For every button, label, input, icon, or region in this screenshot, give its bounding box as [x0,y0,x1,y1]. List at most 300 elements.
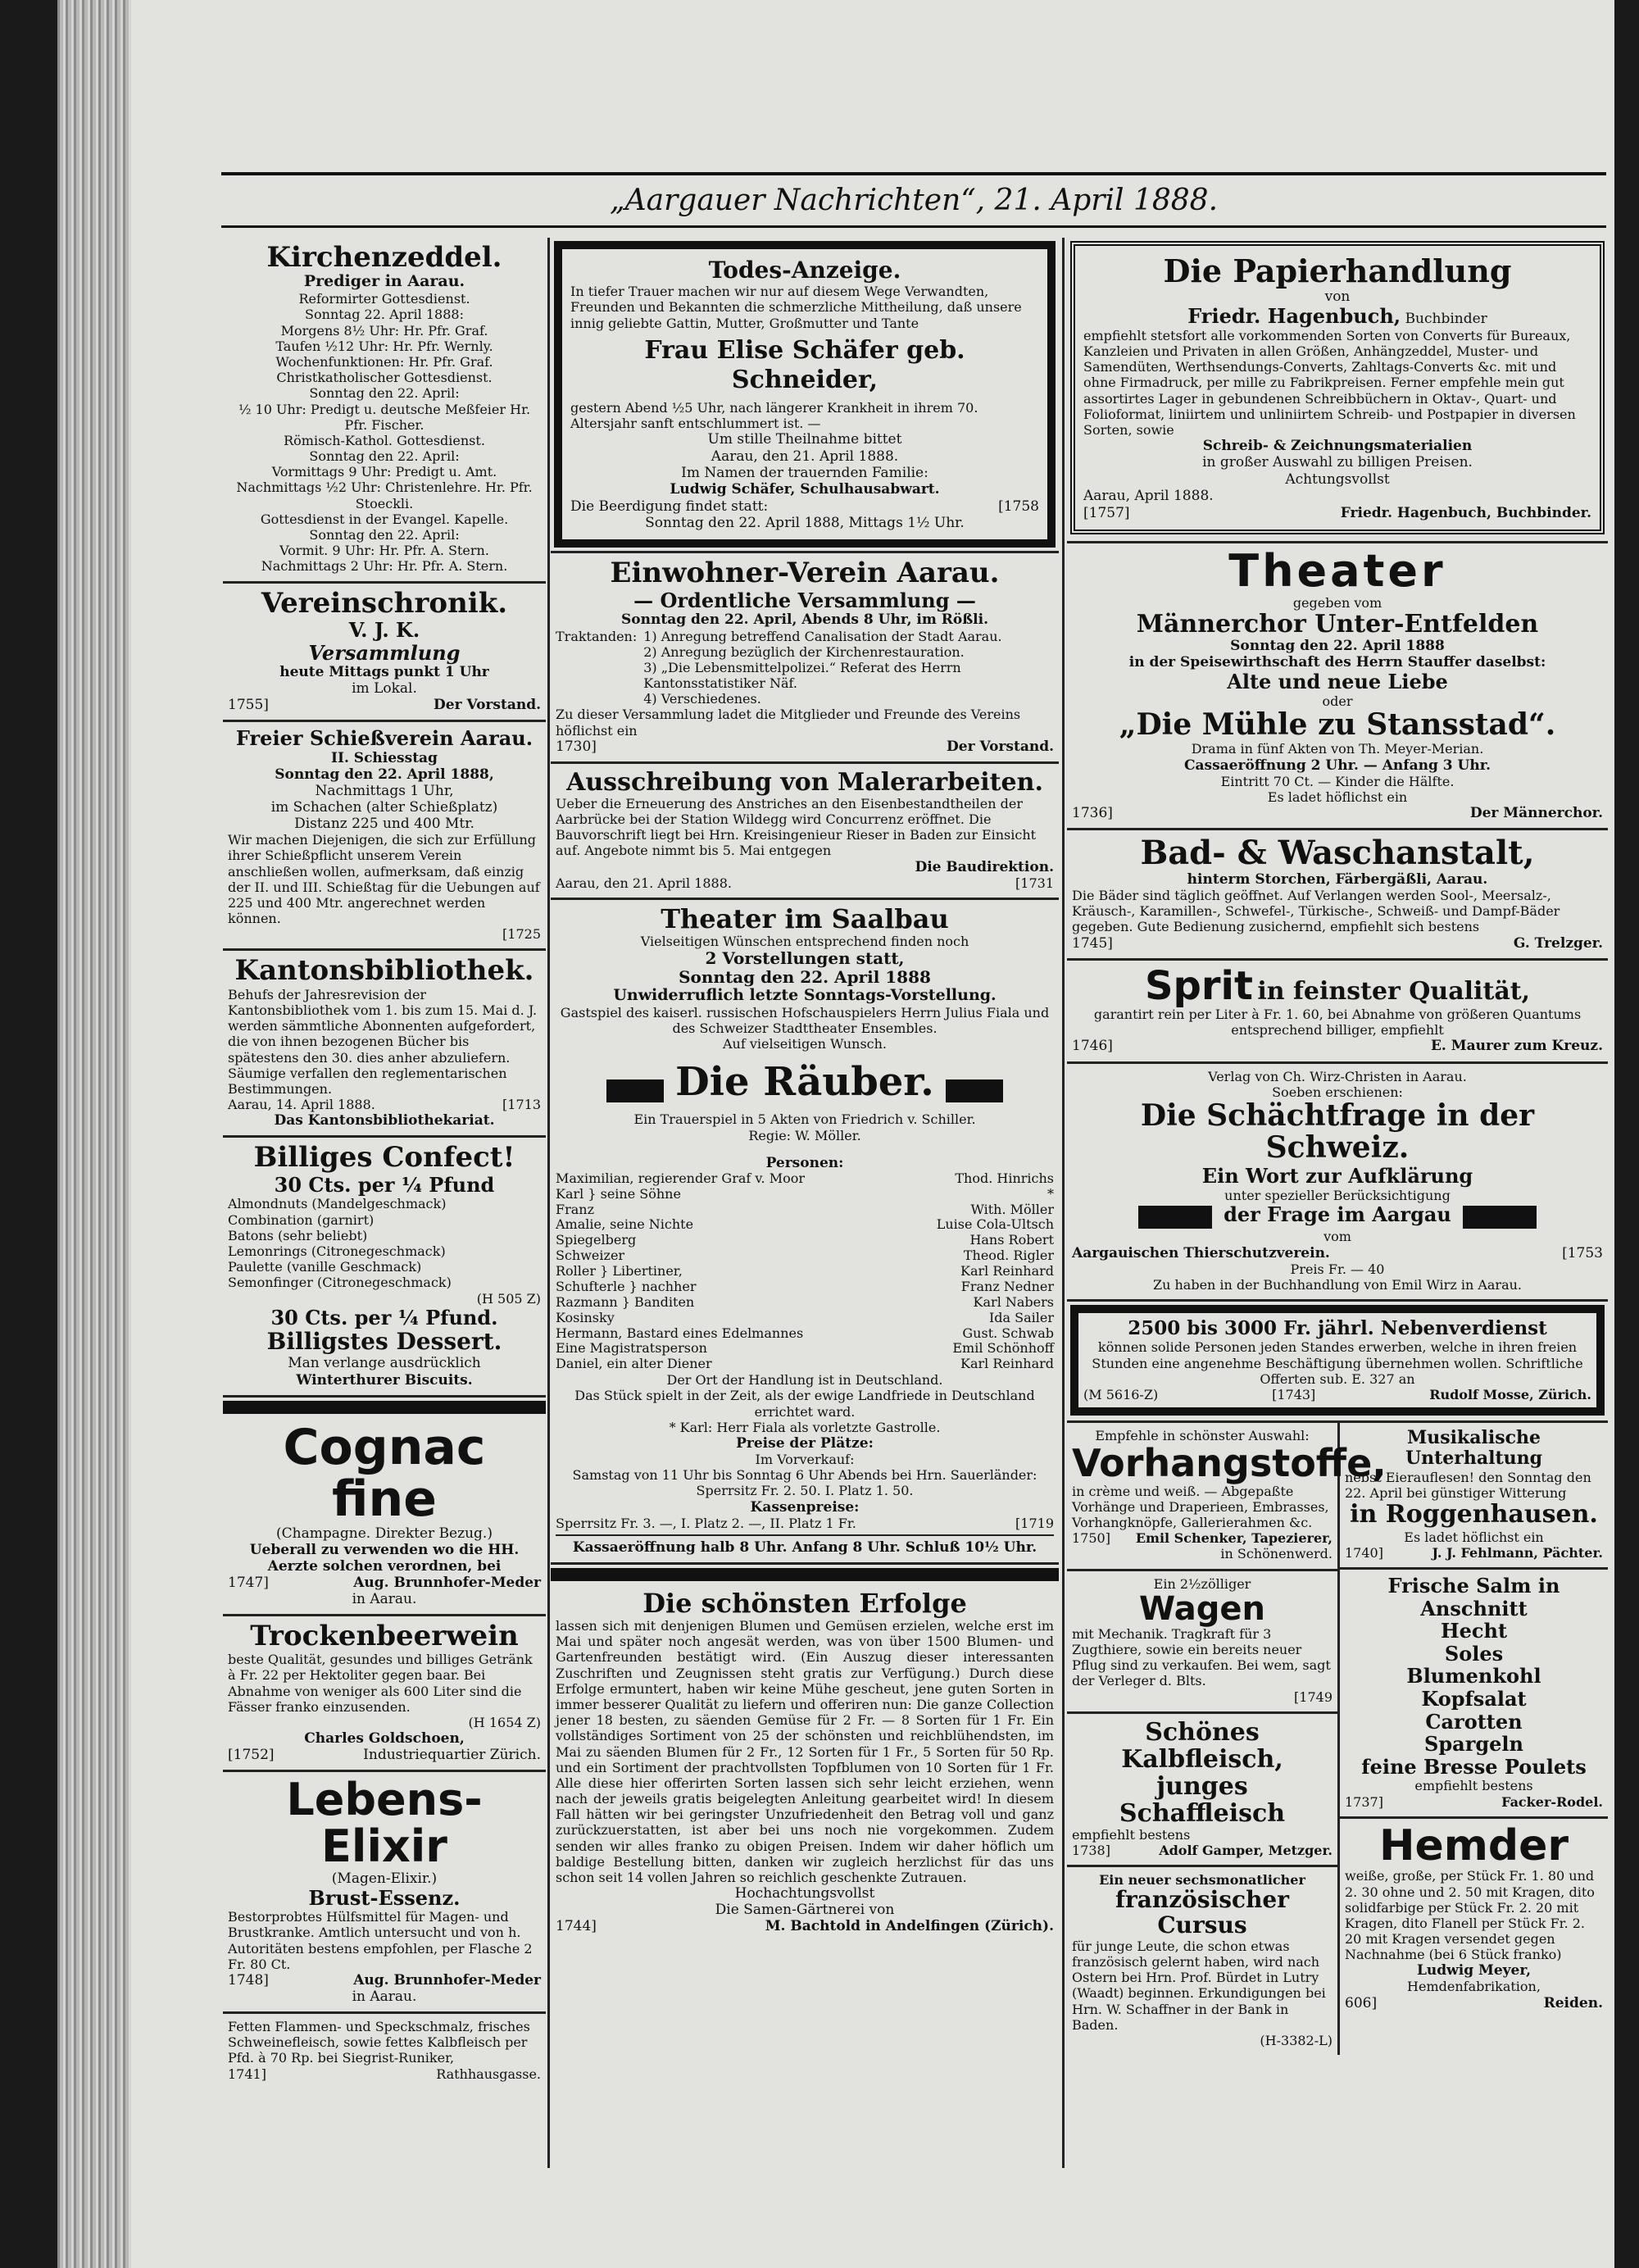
elixir-body: Bestorprobtes Hülfsmittel für Magen- und Brustkranke. Amtlich untersucht und von h. Autoritäten bestens empfohlen, per Flasche 2 Fr. 80 Ct. [228,1909,533,1972]
salm-items-item: Hecht [1440,1619,1508,1643]
ad-papierhandlung [1070,241,1605,534]
papier-name2: Buchbinder [1405,311,1487,328]
cast-role: Schweizer [556,1248,625,1264]
schacht-l5: der Frage im Aargau [1224,1202,1451,1226]
schiess-title: Freier Schießverein Aarau. [235,726,533,751]
kirchen-lines-item: Taufen ½12 Uhr: Hr. Pfr. Wernly. [275,338,493,354]
elixir-sig: Aug. Brunnhofer-Meder [353,1972,541,1988]
theater-l1: Vielseitigen Wünschen entsprechend finden noch [640,934,969,950]
confect-items [228,1196,541,1290]
theater-pr: Preise der Plätze: [736,1434,874,1452]
confect-l2: Man verlange ausdrücklich [288,1355,481,1372]
sprit-sig: E. Maurer zum Kreuz. [1430,1038,1603,1055]
ad-sprit [1067,961,1608,1064]
bad-num: 1745] [1072,934,1113,952]
salm-title: Frische Salm in Anschnitt [1387,1574,1560,1620]
split-row-1 [1067,1420,1608,2055]
cast-role: Daniel, ein alter Diener [556,1356,712,1372]
theater-play: Die Räuber. [675,1058,934,1105]
einw-items [643,629,1054,707]
kirchen-lines-item: Gottesdienst in der Evangel. Kapelle. [260,511,509,527]
column-1 [223,238,546,2172]
cast-list [556,1171,1054,1372]
ad-theater-saalbau [551,900,1059,1565]
vorhang-sig2: in Schönenwerd. [1220,1546,1333,1562]
maler-date: Aarau, den 21. April 1888. [556,875,732,891]
kantons-date: Aarau, 14. April 1888. [228,1097,375,1113]
kantons-body: Behufs der Jahresrevision der Kantonsbibliothek vom 1. bis zum 15. Mai d. J. werden sämmtliche Abonnenten aufgefordert, die von ihnen bezogenen Bücher bis spätestens den 30. dies anher abzuliefern. Säumige verfallen den reglementarischen Bestimmungen. [228,986,538,1097]
todes-body2: gestern Abend ½5 Uhr, nach längerer Krankheit in ihrem 70. Altersjahr sanft entschlummert ist. — [570,399,978,431]
cast-row [556,1357,1054,1372]
confect-items-item: Lemonrings (Citronegeschmack) [228,1243,446,1259]
fleisch-num: 1741] [228,2066,266,2082]
cast-actor: Karl Reinhard [960,1356,1054,1372]
cast-role: Amalie, seine Nichte [556,1216,694,1233]
trocken-num: [1752] [228,1747,275,1764]
kirchen-lines-item: Sonntag den 22. April: [309,448,460,465]
top-rule [221,172,1606,175]
cast-role: Eine Magistratsperson [556,1340,707,1357]
confect-price2: 30 Cts. per ¼ Pfund. [270,1305,498,1329]
ad-kalbfleisch [1067,1714,1337,1867]
salm-sig: Facker-Rodel. [1501,1793,1603,1810]
kirchen-title: Kirchenzeddel. [266,241,502,274]
cast-actor: Karl Reinhard [960,1263,1054,1279]
confect-title: Billiges Confect! [253,1141,515,1175]
salm-l1: empfiehlt bestens [1414,1778,1533,1794]
cast-actor: Hans Robert [969,1232,1054,1248]
todes-body: In tiefer Trauer machen wir nur auf diesem Wege Verwandten, Freunden und Bekannten die schmerzliche Mittheilung, daß unsere innig geliebte Gattin, Mutter, Großmutter und Tante [570,284,1022,331]
bad-body: Die Bäder sind täglich geöffnet. Auf Verlangen werden Sool-, Meersalz-, Kräusch-, Karamillen-, Schwefel-, Türkische-, Schweiß- und Dampf-Bäder gegeben. Gute Bedienung zusichernd, empfiehlt sich bestens [1072,888,1560,935]
theater-l4: Unwiderruflich letzte Sonntags-Vorstellung. [613,986,997,1005]
cast-actor: Emil Schönhoff [952,1340,1054,1357]
divider-bar-2 [551,1568,1059,1581]
kirchen-lines-item: Nachmittags 2 Uhr: Hr. Pfr. A. Stern. [261,558,508,575]
einw-num: 1730] [556,738,597,755]
erfolge-l2: Die Samen-Gärtnerei von [715,1902,895,1919]
erfolge-sig: M. Bachtold in Andelfingen (Zürich). [765,1918,1054,1935]
cast-row [556,1233,1054,1248]
ad-vereinschronik [223,584,546,723]
einw-items-item: 4) Verschiedenes. [643,691,761,707]
theater-l15: Sperrsitz Fr. 3. —, I. Platz 2. —, II. Platz 1 Fr. [556,1515,856,1531]
theater-l6: Auf vielseitigen Wunsch. [722,1036,888,1052]
elixir-sub2: Brust-Essenz. [308,1885,461,1910]
theater3-l6: oder [1322,693,1353,709]
ad-kantonsbibliothek [223,951,546,1138]
confect-items-item: Combination (garnirt) [228,1211,375,1228]
cursus-l1: Ein neuer sechsmonatlicher [1099,1872,1305,1888]
ad-nebenverdienst [1070,1305,1605,1416]
hemder-sig: Ludwig Meyer, [1416,1962,1532,1979]
bar-left [1138,1206,1212,1229]
einw-sig: Der Vorstand. [947,738,1054,755]
ad-bad-waschanstalt [1067,830,1608,961]
bad-l1: hinterm Storchen, Färbergäßli, Aarau. [1187,871,1488,889]
split-right [1340,1423,1608,2055]
wagen-num: [1749 [1294,1689,1333,1705]
kantons-sig: Das Kantonsbibliothekariat. [274,1112,495,1129]
theater3-l8: Cassaeröffnung 2 Uhr. — Anfang 3 Uhr. [1183,757,1491,774]
sprit-body: garantirt rein per Liter à Fr. 1. 60, bei Abnahme von größeren Quantums entsprechend billiger, empfiehlt [1093,1007,1582,1039]
column-2 [551,238,1059,2172]
vers: Versammlung [308,640,461,665]
column-rule-2 [1062,238,1065,2168]
ad-schiessverein [223,722,546,951]
cognac-sig: Aug. Brunnhofer-Meder [353,1574,541,1591]
cognac-title: Cognac fine [283,1418,486,1528]
trocken-code: (H 1654 Z) [468,1714,541,1730]
cast-actor: * [1047,1185,1054,1202]
confect-items-item: Paulette (vanille Geschmack) [228,1259,422,1275]
elixir-num: 1748] [228,1972,269,1988]
papier-sig: Friedr. Hagenbuch, Buchbinder. [1340,504,1591,521]
theater3-l2: Männerchor Unter-Entfelden [1136,609,1539,639]
todes-num: [1758 [998,498,1039,515]
neben-num: [1743] [1272,1386,1316,1402]
erfolge-title: Die schönsten Erfolge [642,1587,967,1619]
vereins-l1: heute Mittags punkt 1 Uhr [279,664,489,681]
maler-body: Ueber die Erneuerung des Anstriches an den Eisenbestandtheilen der Aarbrücke bei der Station Wildegg wird Concurrenz eröffnet. Die Bauvorschrift liegt bei Hrn. Kreisingenieur Rieser in Baden zur Einsicht auf. Angebote nimmt bis 5. Mai entgegen [556,795,1037,859]
elixir-sig2: in Aarau. [352,1988,417,2006]
todes-name: Frau Elise Schäfer geb. Schneider, [644,335,965,394]
cast-row [556,1264,1054,1279]
ornament-right [946,1079,1003,1102]
neben-sig: Rudolf Mosse, Zürich. [1429,1386,1591,1402]
wagen-body: mit Mechanik. Tragkraft für 3 Zugthiere, sowie ein bereits neuer Pflug sind zu verkaufen. Bei wem, sagt der Verleger d. Blts. [1072,1625,1331,1689]
kirchen-lines-item: ½ 10 Uhr: Predigt u. deutsche Meßfeier Hr. Pfr. Fischer. [238,401,531,433]
ad-theater-entfelden [1067,541,1608,830]
kalb-num: 1738] [1072,1842,1110,1858]
cast-row [556,1248,1054,1264]
cast-actor: Ida Sailer [988,1309,1054,1325]
ad-confect [223,1138,546,1397]
hemder-sig2: Hemdenfabrikation, [1407,1979,1541,1995]
todes-l4: Die Beerdigung findet statt: [570,498,769,515]
cast-role: Spiegelberg [556,1232,637,1248]
column-rule-1 [547,238,550,2168]
cast-actor: Theod. Rigler [963,1248,1054,1264]
einw-title: Einwohner-Verein Aarau. [610,557,1000,590]
cast-actor: Karl Nabers [973,1293,1054,1310]
maler-title: Ausschreibung von Malerarbeiten. [566,767,1043,797]
bar-right [1463,1206,1537,1229]
musik-sig: J. J. Fehlmann, Pächter. [1432,1544,1603,1561]
theater3-play: „Die Mühle zu Stansstad“. [1119,707,1556,742]
ad-schweinefleisch [223,2014,546,2088]
ad-kirchenzeddel [223,238,546,584]
theater-l8: Regie: W. Möller. [748,1127,861,1143]
maler-sig: Die Baudirektion. [915,858,1054,875]
schacht-l9: Zu haben in der Buchhandlung von Emil Wirz in Aarau. [1152,1276,1523,1293]
schiess-num: [1725 [502,926,541,943]
divider-bar [223,1401,546,1414]
todes-l5: Sonntag den 22. April 1888, Mittags 1½ Uhr. [645,515,965,532]
kalb-sig: Adolf Gamper, Metzger. [1159,1842,1333,1858]
ad-salm [1340,1570,1608,1819]
salm-items [1345,1620,1603,1778]
schiess-l4: im Schachen (alter Schießplatz) [270,799,498,816]
kirchen-lines-item: Nachmittags ½2 Uhr: Christenlehre. Hr. Pfr. Stoeckli. [236,480,533,511]
theater3-title: Theater [1228,545,1446,598]
salm-items-item: Carotten [1425,1709,1523,1734]
cursus-body: für junge Leute, die schon etwas französisch gelernt haben, wird nach Ostern bei Hrn. Prof. Bürdet in Lutry (Waadt) beginnen. Erkundigungen bei Hrn. W. Schaffner in der Bank in Baden. [1072,1938,1326,2033]
neben-code: (M 5616-Z) [1083,1386,1159,1402]
ad-schoensten-erfolge [551,1584,1059,1942]
fleisch-body: Fetten Flammen- und Speckschmalz, frisches Schweinefleisch, sowie fettes Kalbfleisch per Pfd. à 70 Rp. bei Siegrist-Runiker, [228,2019,530,2066]
kantons-num: [1713 [502,1097,541,1113]
musik-title: Musikalische Unterhaltung [1405,1427,1543,1470]
erfolge-num: 1744] [556,1918,597,1935]
salm-items-item: Blumenkohl [1406,1664,1541,1689]
ad-lebens-elixir [223,1772,546,2014]
einw-sub: — Ordentliche Versammlung — [633,588,976,612]
bad-sig: G. Trelzger. [1513,934,1603,952]
ad-musik-unterhaltung [1340,1423,1608,1570]
trocken-title: Trockenbeerwein [250,1619,519,1652]
kalb-title2: junges Schaffleisch [1119,1771,1286,1828]
ornament-left [606,1079,664,1102]
theater3-l10: Es ladet höflichst ein [1267,789,1408,805]
theater-title: Theater im Saalbau [661,902,949,934]
trocken-sig: Charles Goldschoen, [304,1730,465,1748]
cast-role: Maximilian, regierender Graf v. Moor [556,1170,805,1186]
schiess-l2: Sonntag den 22. April 1888, [275,766,494,783]
cast-row [556,1326,1054,1342]
papier-date: Aarau, April 1888. [1083,488,1214,505]
cast-row [556,1295,1054,1311]
theater3-l5: Alte und neue Liebe [1227,670,1448,694]
kirchen-lines-item: Sonntag den 22. April: [309,385,460,402]
kirchen-lines-item: Morgens 8½ Uhr: Hr. Pfr. Graf. [280,322,488,339]
schacht-l7: Aargauischen Thierschutzverein. [1072,1244,1330,1261]
theater-l2: 2 Vorstellungen statt, [705,948,905,969]
ad-schaechtfrage [1067,1064,1608,1302]
papier-body: empfiehlt stetsfort alle vorkommenden Sorten von Converts für Bureaux, Kanzleien und Privaten in allen Größen, Anhängzeddel, Muster- und Samendüten, Werthsendungs-Converts, Zahltags-Converts &c. mit und ohne Firmadruck, per mille zu Fabrikpreisen. Ferner empfehle mein gut assortirtes Lager in gebundenen Schreibbüchern in Oktav-, Quart- und Folioformat, liniirtem und unliniirtem Schreib- und Postpapier in diversen Sorten, sowie [1083,327,1576,438]
todes-l1: Um stille Theilnahme bittet [707,431,902,448]
cursus-code: (H-3382-L) [1260,2032,1333,2048]
cast-row [556,1341,1054,1357]
header-rule [221,225,1606,228]
confect-l3: Winterthurer Biscuits. [296,1371,473,1389]
confect-items-item: Almondnuts (Mandelgeschmack) [228,1196,447,1212]
kirchen-lines-item: Wochenfunktionen: Hr. Pfr. Graf. [275,353,493,370]
musik-l1: Es ladet höflichst ein [1404,1529,1544,1545]
bad-title: Bad- & Waschanstalt, [1140,834,1535,873]
theater3-l4: in der Speisewirthschaft des Herrn Stauffer daselbst: [1128,653,1546,670]
maler-num: [1731 [1015,875,1054,891]
schacht-title: Die Schächtfrage in der Schweiz. [1140,1098,1535,1166]
vorhang-num: 1750] [1072,1530,1110,1547]
elixir-title: Lebens-Elixir [286,1774,483,1872]
schiess-body: Wir machen Diejenigen, die sich zur Erfüllung ihrer Schießpflicht unserem Verein anschließen wollen, aufmerksam, daß einzig der II. und III. Schießtag für die Uebungen auf 225 und 400 Mtr. angerechnet werden können. [228,832,540,927]
neben-title: 2500 bis 3000 Fr. jährl. Nebenverdienst [1128,1316,1547,1339]
kantons-title: Kantonsbibliothek. [234,954,534,988]
theater-l10: Das Stück spielt in der Zeit, als der ewige Landfriede in Deutschland errichtet ward. [574,1388,1035,1420]
schacht-l3: Ein Wort zur Aufklärung [1201,1164,1473,1189]
ad-trockenbeerwein [223,1616,546,1772]
sprit-title: Sprit [1144,962,1253,1009]
confect-items-item: Batons (sehr beliebt) [228,1227,368,1243]
kalb-title: Schönes Kalbfleisch, [1121,1717,1283,1774]
fleisch-sig: Rathhausgasse. [436,2066,541,2082]
todes-l2: Aarau, den 21. April 1888. [711,448,899,465]
cast-row [556,1217,1054,1233]
theater3-l3: Sonntag den 22. April 1888 [1230,637,1445,654]
einw-items-item: 1) Anregung betreffend Canalisation der Stadt Aarau. [643,628,1002,644]
cast-role: Franz [556,1201,595,1217]
papier-von: von [1324,288,1351,305]
theater3-l7: Drama in fünf Akten von Th. Meyer-Merian. [1191,741,1484,757]
vereins-num: 1755] [228,697,269,714]
confect-code: (H 505 Z) [476,1290,541,1307]
kirchen-lines-item: Vormittags 9 Uhr: Predigt u. Amt. [271,464,497,480]
vereins-title: Vereinschronik. [261,586,508,620]
papier-l3: Achtungsvollst [1285,470,1390,488]
todes-sig: Ludwig Schäfer, Schulhausabwart. [670,481,940,498]
cast-row [556,1311,1054,1326]
theater3-sig: Der Männerchor. [1469,805,1603,821]
salm-num: 1737] [1345,1793,1383,1810]
cast-actor: Luise Cola-Ultsch [936,1216,1054,1233]
trocken-body: beste Qualität, gesundes und billiges Getränk à Fr. 22 per Hektoliter gegen baar. Bei Abnahme von weniger als 600 Liter sind die Fässer franko einzusenden. [228,1652,533,1715]
hemder-sig3: Reiden. [1543,1994,1603,2011]
ad-todes-anzeige [554,241,1056,548]
cast-role: Schufterle } nachher [556,1278,697,1294]
theater-l5: Gastspiel des kaiserl. russischen Hofschauspielers Herrn Julius Fiala und des Schweizer Stadttheater Ensembles. [560,1005,1050,1037]
kirchen-sub: Prediger in Aarau. [303,272,465,291]
kirchen-lines-item: Reformirter Gottesdienst. [298,291,470,307]
ad-cognac [223,1417,546,1616]
vorhang-sig: Emil Schenker, Tapezierer, [1135,1530,1333,1547]
schiess-l3: Nachmittags 1 Uhr, [315,783,454,800]
schacht-l2: Soeben erschienen: [1272,1084,1403,1100]
cursus-title: französischer Cursus [1115,1886,1289,1939]
neben-body: können solide Personen jeden Standes erwerben, welche in ihren freien Stunden eine angenehme Beschäftigung übernehmen wollen. Schriftliche Offerten sub. E. 327 an [1092,1339,1583,1387]
salm-items-item: Spargeln [1424,1732,1523,1757]
vorhang-title: Vorhangstoffe, [1072,1441,1387,1486]
theater-l12: Im Vorverkauf: [755,1452,855,1468]
erfolge-l1: Hochachtungsvollst [734,1885,875,1902]
schacht-l6: vom [1323,1229,1351,1245]
theater3-l1: gegeben vom [1292,594,1382,611]
confect-l1: Billigstes Dessert. [266,1328,502,1356]
kirchen-lines-item: Christkatholischer Gottesdienst. [276,370,493,386]
theater3-l9: Eintritt 70 Ct. — Kinder die Hälfte. [1220,773,1455,789]
cast-role: Roller } Libertiner, [556,1263,683,1279]
elixir-sub: (Magen-Elixir.) [331,1870,438,1887]
papier-l2: in großer Auswahl zu billigen Preisen. [1202,454,1473,471]
hemder-num: 606] [1345,1994,1378,2011]
vereins-sig: Der Vorstand. [434,697,541,714]
cognac-num: 1747] [228,1574,269,1591]
sprit-title2: in feinster Qualität, [1257,976,1531,1006]
trocken-sig2: Industriequartier Zürich. [363,1747,541,1764]
theater-l11: * Karl: Herr Fiala als vorletzte Gastrolle. [669,1419,941,1435]
theater-kp: Kassenpreise: [750,1498,860,1516]
todes-l3: Im Namen der trauernden Familie: [681,464,928,481]
cast-row [556,1187,1054,1202]
ad-einwohner-verein [551,551,1059,763]
cast-row [556,1171,1054,1187]
cast-actor: With. Möller [970,1201,1054,1217]
cast-role: Razmann } Banditen [556,1293,695,1310]
theater-num: [1719 [1015,1515,1054,1531]
einw-date: Sonntag den 22. April, Abends 8 Uhr, im Rößli. [621,611,988,629]
schacht-l1: Verlag von Ch. Wirz-Christen in Aarau. [1208,1068,1467,1084]
einw-items-item: 2) Anregung bezüglich der Kirchenrestauration. [643,643,965,660]
salm-items-item: Kopfsalat [1421,1686,1527,1711]
cognac-sub: (Champagne. Direkter Bezug.) [276,1525,493,1542]
schiess-l5: Distanz 225 und 400 Mtr. [294,816,474,833]
theater-l7: Ein Trauerspiel in 5 Akten von Friedrich v. Schiller. [633,1111,976,1128]
ad-cursus [1067,1867,1337,2055]
cognac-sig2: in Aarau. [352,1590,417,1607]
sprit-num: 1746] [1072,1038,1113,1055]
confect-price: 30 Cts. per ¼ Pfund [274,1172,495,1197]
kirchen-lines-item: Vormit. 9 Uhr: Hr. Pfr. A. Stern. [279,543,489,559]
cast-row [556,1279,1054,1295]
kirchen-lines-item: Sonntag 22. April 1888: [305,307,464,323]
page-header: „Aargauer Nachrichten“, 21. April 1888. [609,184,1219,217]
papier-num: [1757] [1083,504,1130,521]
musik-num: 1740] [1345,1544,1383,1561]
theater-pers: Personen: [765,1154,844,1171]
ad-wagen [1067,1571,1337,1714]
todes-title: Todes-Anzeige. [708,257,901,284]
papier-l1: Schreib- & Zeichnungsmaterialien [1202,438,1473,455]
papier-name: Friedr. Hagenbuch, [1187,304,1401,329]
cast-role: Hermann, Bastard eines Edelmannes [556,1325,804,1341]
cast-row [556,1202,1054,1218]
cast-role: Kosinsky [556,1309,615,1325]
kirchen-lines-item: Römisch-Kathol. Gottesdienst. [284,432,485,448]
vereins-l2: im Lokal. [352,680,417,698]
einw-trakt: Traktanden: [556,628,638,644]
theater-l16: Kassaeröffnung halb 8 Uhr. Anfang 8 Uhr. Schluß 10½ Uhr. [556,1534,1054,1556]
cognac-l1: Ueberall zu verwenden wo die HH. Aerzte solchen verordnen, bei [249,1541,520,1575]
schiess-l1: II. Schiesstag [331,749,438,766]
einw-body: Zu dieser Versammlung ladet die Mitglieder und Freunde des Vereins höflichst ein [556,707,1021,739]
musik-body: nebst Eierauflesen! den Sonntag den 22. April bei günstiger Witterung [1345,1469,1591,1501]
schacht-l4: unter spezieller Berücksichtigung [1224,1187,1451,1203]
column-3 [1067,238,1608,2172]
wagen-l1: Ein 2½zölliger [1153,1575,1251,1592]
papier-title: Die Papierhandlung [1163,252,1512,289]
musik-place: in Roggenhausen. [1350,1500,1598,1529]
vjk: V. J. K. [348,618,420,642]
vorhang-body: in crème und weiß. — Abgepaßte Vorhänge und Draperieen, Embrasses, Vorhangknöpfe, Gallerierahmen &c. [1072,1483,1329,1531]
theater-l9: Der Ort der Handlung ist in Deutschland. [666,1372,943,1389]
theater-l13: Samstag von 11 Uhr bis Sonntag 6 Uhr Abends bei Hrn. Sauerländer: [572,1467,1037,1484]
salm-items-item: feine Bresse Poulets [1361,1754,1587,1779]
hemder-title: Hemder [1378,1820,1569,1870]
theater3-num: 1736] [1072,805,1113,821]
ad-malerarbeiten [551,764,1059,900]
wagen-title: Wagen [1139,1589,1265,1628]
theater-l14: Sperrsitz Fr. 2. 50. I. Platz 1. 50. [696,1483,914,1499]
erfolge-body: lassen sich mit denjenigen Blumen und Gemüsen erzielen, welche erst im Mai und später noch angesät werden, was von über 1500 Blumen- und Gartenfreunden bestätigt wird. (Ein Auszug dieser interessanten Zuschriften und Zeugnissen steht gratis zur Verfügung.) Durch diese Erfolge ermuntert, haben wir keine Mühe gescheut, jene guten Sorten in immer besserer Qualität zu liefern und offeriren nun: Die ganze Collection jener 18 besten, zu säenden Gemüse für 2 Fr. — 8 Sorten für 1 Fr. Ein vollständiges Sortiment von 25 der schönsten und reichblühendsten, im Mai zu säenden Blumen für 2 Fr., 12 Sorten für 1 Fr., 5 Sorten für 50 Rp. und ein Sortiment der prachtvollsten Topfblumen von 10 Sorten für 1 Fr. Alle diese hier offerirten Sorten lassen sich sehr leicht erziehen, wenn nach der jeweils gratis beigelegten Anleitung gearbeitet wird! In diesem Fall hätten wir bei geringster Unzufriedenheit den Betrag voll und ganz zurückzuerstatten, ist aber bei uns noch nie vorgekommen. Zudem senden wir alles franko zu obigen Preisen. Indem wir daher höflich um baldige Bestellung bitten, danken wir zugleich herzlichst für das uns schon seit 14 vollen Jahren so reichlich geschenkte Zutrauen. [556,1618,1054,1886]
schacht-num: [1753 [1562,1244,1603,1261]
cast-actor: Thod. Hinrichs [955,1170,1054,1186]
cast-role: Karl } seine Söhne [556,1185,681,1202]
confect-items-item: Semonfinger (Citronegeschmack) [228,1275,452,1291]
hemder-body: weiße, große, per Stück Fr. 1. 80 und 2. 30 ohne und 2. 50 mit Kragen, dito solidfarbige per Stück Fr. 2. 20 mit Kragen, dito Flanell per Stück Fr. 2. 20 mit Kragen versendet gegen Nachnahme (bei 6 Stück franko) [1345,1868,1595,1963]
kalb-l1: empfiehlt bestens [1072,1826,1191,1843]
kirchen-lines [228,291,541,574]
schacht-l8: Preis Fr. — 40 [1290,1261,1385,1277]
cast-actor: Gust. Schwab [962,1325,1054,1341]
